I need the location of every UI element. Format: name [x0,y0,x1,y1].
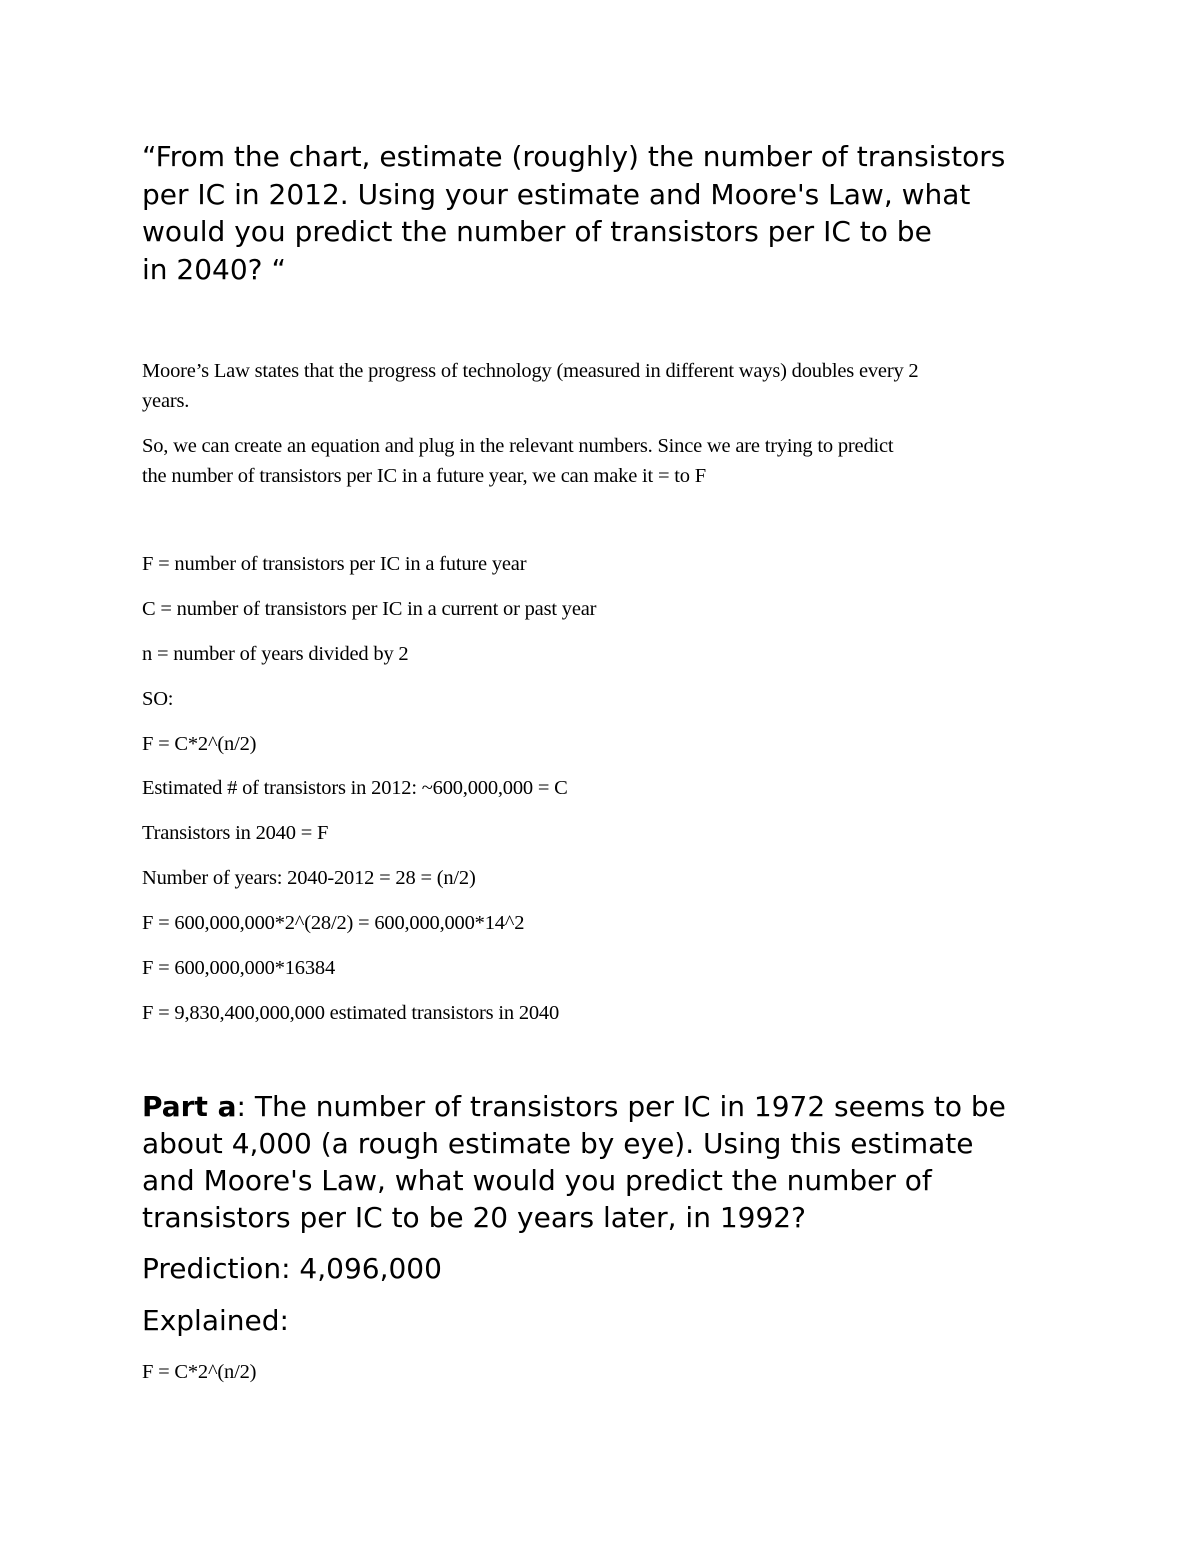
question-line: per IC in 2012. Using your estimate and Moore's Law, what [142,177,971,211]
explained-label: Explained: [142,1304,289,1337]
question-text [142,138,1082,288]
part-a-line: about 4,000 (a rough estimate by eye). Using this estimate [142,1127,974,1160]
paragraph-line: years. [142,390,190,412]
part-a-formula: F = C*2^(n/2) [142,1361,257,1383]
calculation-step-2: F = 600,000,000*16384 [142,957,336,979]
f-definition: F = number of transistors per IC in a future year [142,553,527,575]
n-definition: n = number of years divided by 2 [142,643,409,665]
c-definition: C = number of transistors per IC in a current or past year [142,598,597,620]
moores-law-paragraph [142,356,1082,416]
paragraph-line: Moore’s Law states that the progress of technology (measured in different ways) doubles every 2 [142,360,919,382]
question-line: “From the chart, estimate (roughly) the number of transistors [142,140,1006,173]
question-line: in 2040? “ [142,252,286,286]
part-a-line: transistors per IC to be 20 years later, in 1992? [142,1201,806,1234]
so-label: SO: [142,688,174,710]
part-a-question [142,1088,1102,1236]
part-a-first-line [142,1088,1102,1125]
paragraph-line: So, we can create an equation and plug in the relevant numbers. Since we are trying to predict [142,435,894,457]
part-a-line: and Moore's Law, what would you predict the number of [142,1164,932,1197]
calculation-step-1: F = 600,000,000*2^(28/2) = 600,000,000*14^2 [142,912,525,934]
part-a-label: Part a [142,1090,237,1123]
transistors-2040: Transistors in 2040 = F [142,822,329,844]
question-line: would you predict the number of transistors per IC to be [142,215,932,248]
paragraph-line: the number of transistors per IC in a future year, we can make it = to F [142,465,706,487]
formula: F = C*2^(n/2) [142,733,257,755]
prediction: Prediction: 4,096,000 [142,1252,442,1285]
number-of-years: Number of years: 2040-2012 = 28 = (n/2) [142,867,476,889]
part-a-first-line-text: : The number of transistors per IC in 1972 seems to be [236,1090,1006,1123]
equation-intro-paragraph [142,431,1082,491]
estimate-2012: Estimated # of transistors in 2012: ~600,000,000 = C [142,777,568,799]
calculation-result: F = 9,830,400,000,000 estimated transistors in 2040 [142,1002,560,1024]
